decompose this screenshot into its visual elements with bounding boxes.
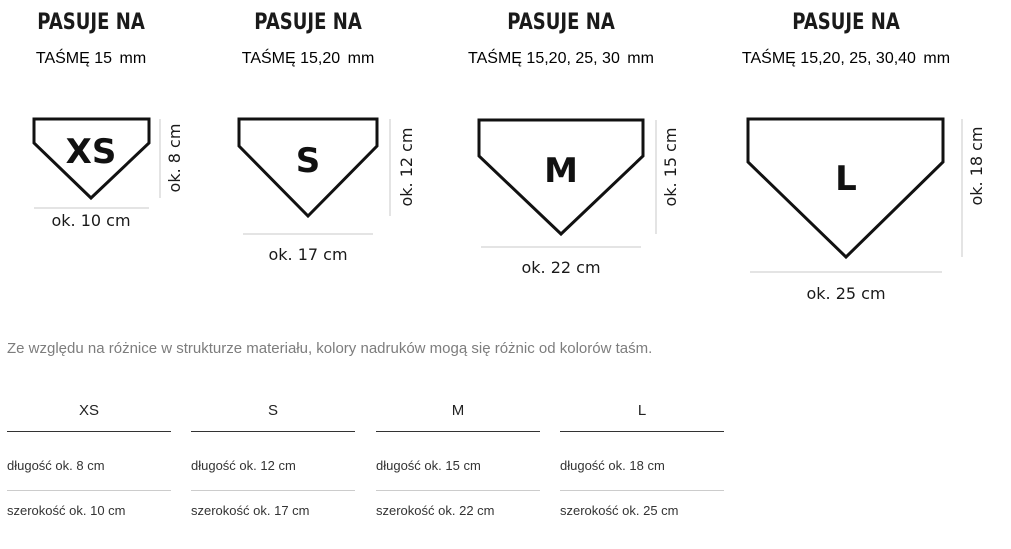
size-xs-fits-line1: PASUJE NA <box>37 8 145 35</box>
size-xs-width-label: ok. 10 cm <box>51 211 131 230</box>
length-cell: długość ok. 8 cm <box>7 432 171 491</box>
size-xs-unit: mm <box>119 50 147 67</box>
size-m-letter: M <box>544 151 578 191</box>
size-m-height-label: ok. 15 cm <box>661 127 680 207</box>
size-m-unit: mm <box>627 50 654 67</box>
size-xs-fits-line2-group <box>36 48 146 67</box>
size-s-fits-line2-group <box>242 48 375 67</box>
size-l-letter: L <box>835 159 857 199</box>
size-l-figure <box>742 8 986 303</box>
size-m-fits-line1: PASUJE NA <box>507 8 615 35</box>
length-cell: długość ok. 15 cm <box>376 432 540 491</box>
size-column-header: XS <box>7 390 171 432</box>
size-l-fits-line1: PASUJE NA <box>792 8 900 35</box>
size-column-header: S <box>191 390 355 432</box>
size-xs-figure <box>34 8 184 230</box>
width-cell: szerokość ok. 22 cm <box>376 503 495 518</box>
size-column-l <box>560 390 724 549</box>
size-column-m <box>376 390 540 549</box>
size-xs-fits-line2: TAŚMĘ 15 <box>35 50 113 67</box>
size-l-fits-line2: TAŚMĘ 15,20, 25, 30,40 <box>741 50 916 67</box>
length-cell: długość ok. 18 cm <box>560 432 724 491</box>
size-column-xs <box>7 390 171 549</box>
size-l-width-label: ok. 25 cm <box>806 284 886 303</box>
size-s-fits-line1: PASUJE NA <box>254 8 362 35</box>
size-m-width-label: ok. 22 cm <box>521 258 601 277</box>
size-column-s <box>191 390 355 549</box>
width-cell: szerokość ok. 10 cm <box>7 503 126 518</box>
size-s-width-label: ok. 17 cm <box>268 245 348 264</box>
size-m-fits-line2-group <box>468 48 654 67</box>
size-l-unit: mm <box>923 50 951 67</box>
size-s-figure <box>239 8 416 264</box>
size-xs-letter: XS <box>65 132 117 172</box>
size-s-fits-line2: TAŚMĘ 15,20 <box>241 50 341 67</box>
size-column-header: L <box>560 390 724 432</box>
size-xs-height-label: ok. 8 cm <box>165 123 184 193</box>
material-color-note: Ze względu na różnice w strukturze materiału, kolory nadruków mogą się różnic od kolorów taśm. <box>7 340 653 357</box>
size-l-height-label: ok. 18 cm <box>967 126 986 206</box>
size-m-fits-line2: TAŚMĘ 15,20, 25, 30 <box>468 50 620 67</box>
length-cell: długość ok. 12 cm <box>191 432 355 491</box>
size-s-unit: mm <box>347 50 375 67</box>
size-column-header: M <box>376 390 540 432</box>
size-m-figure <box>468 8 680 277</box>
size-s-letter: S <box>295 141 321 181</box>
size-s-height-label: ok. 12 cm <box>397 127 416 207</box>
size-l-fits-line2-group <box>742 48 950 67</box>
width-cell: szerokość ok. 17 cm <box>191 503 310 518</box>
width-cell: szerokość ok. 25 cm <box>560 503 679 518</box>
